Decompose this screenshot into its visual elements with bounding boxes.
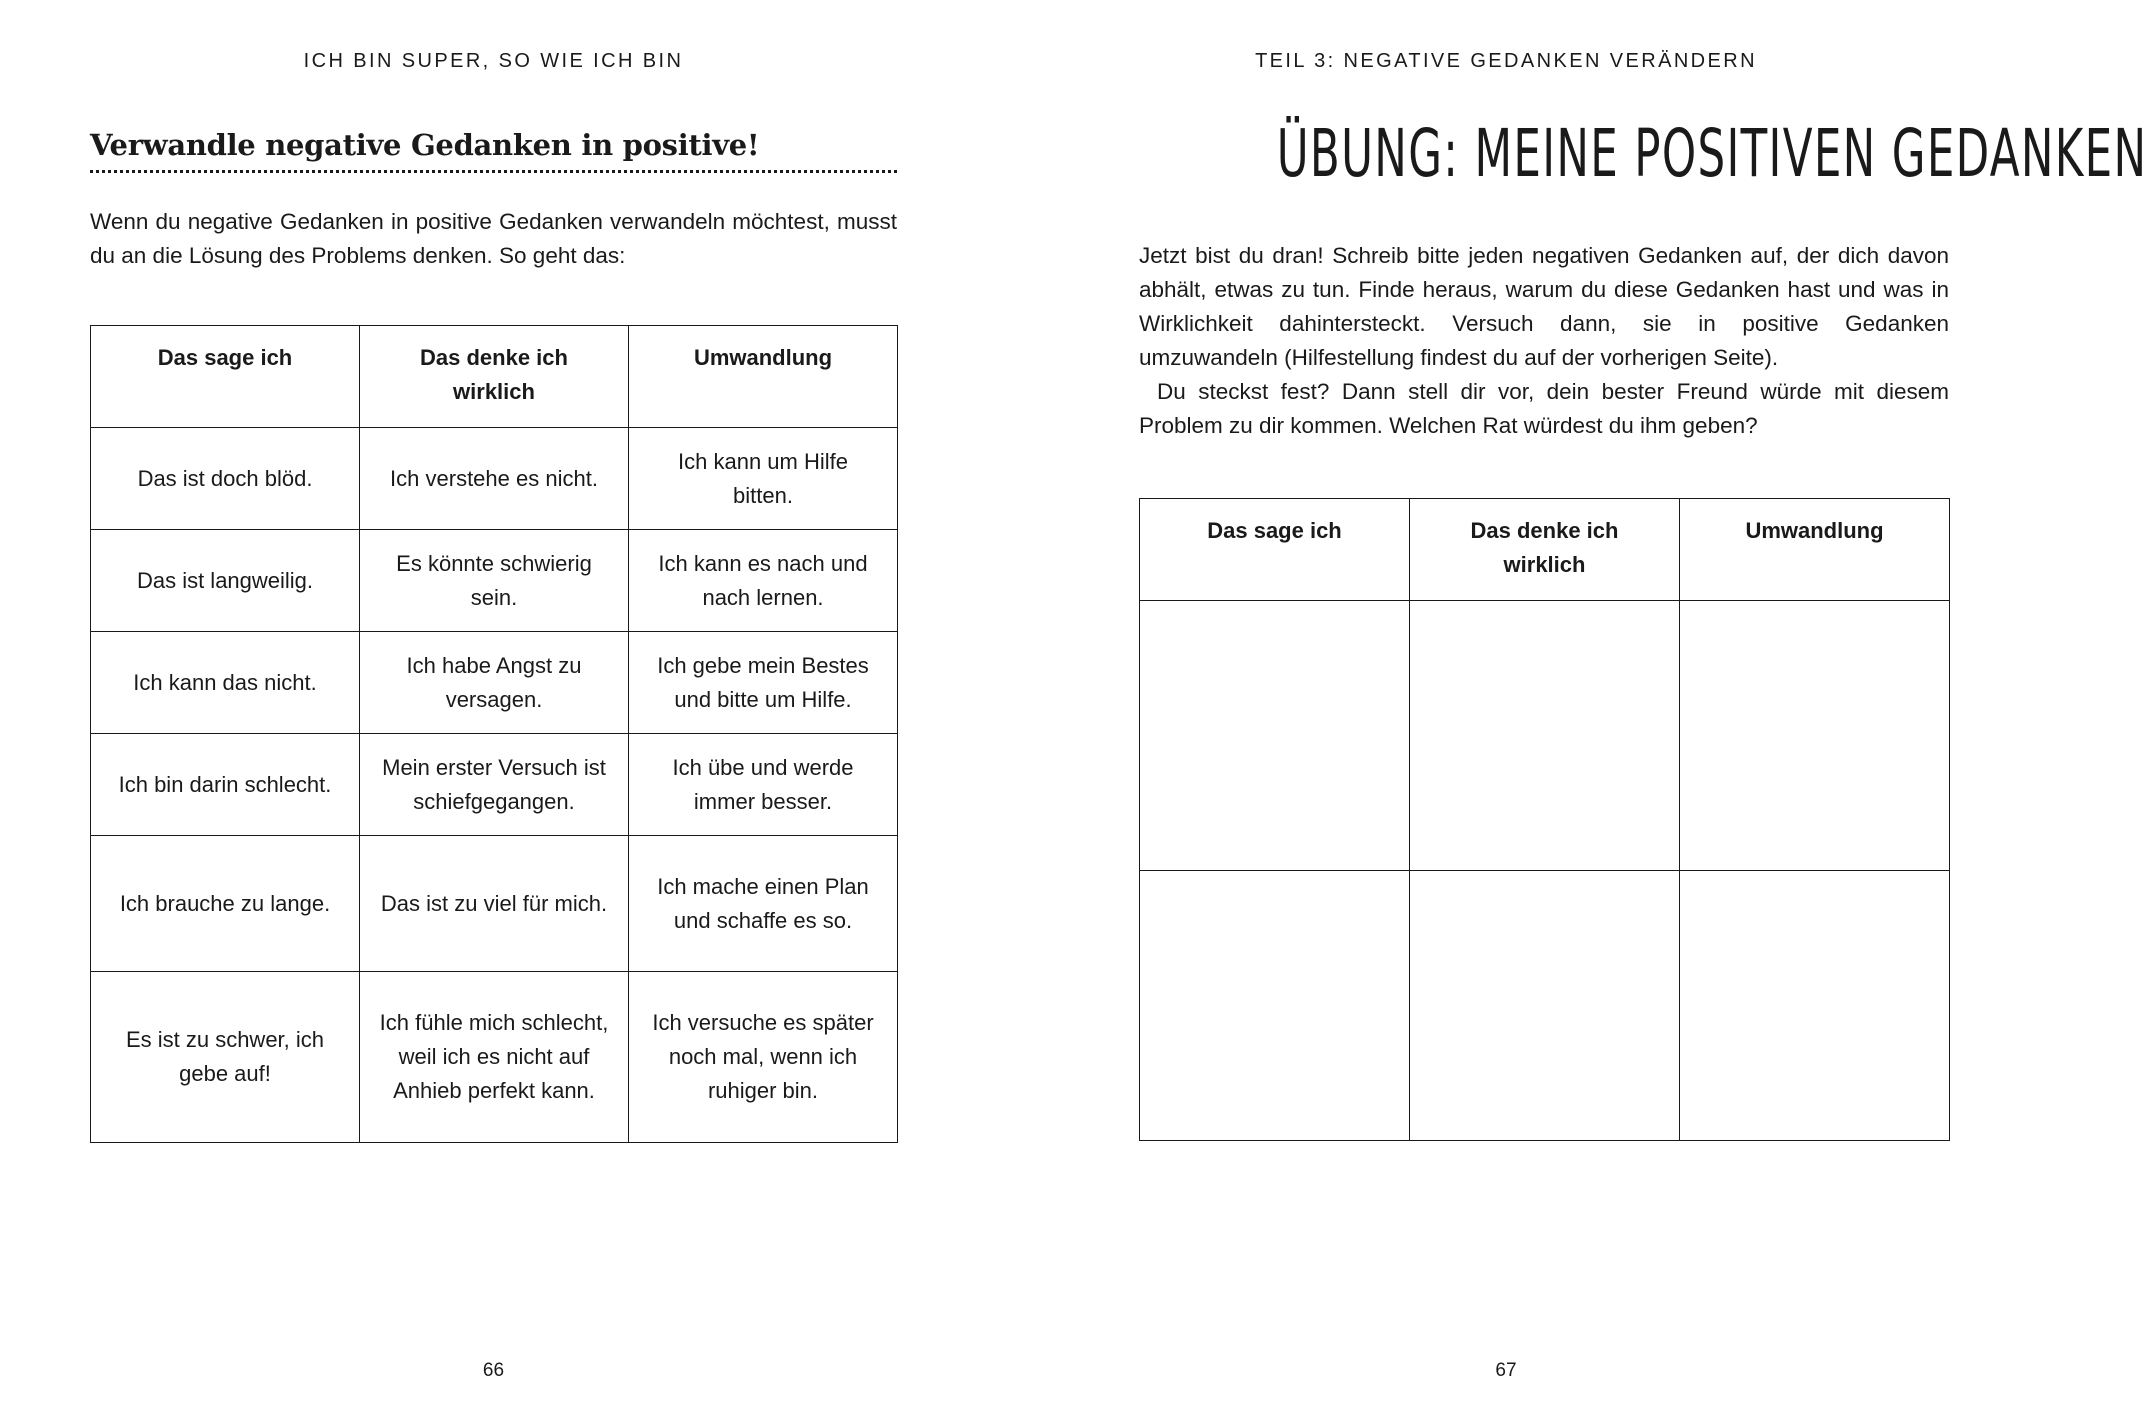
table-header-row — [91, 326, 898, 428]
empty-table-row — [1140, 871, 1950, 1141]
header-das-denke-ich-wirklich: Das denke ich wirklich — [360, 326, 629, 428]
empty-writing-cell[interactable] — [1140, 601, 1410, 871]
right-page — [1004, 0, 2147, 1417]
empty-writing-cell[interactable] — [1140, 871, 1410, 1141]
table-cell: Ich übe und werde immer besser. — [629, 734, 898, 836]
empty-writing-cell[interactable] — [1680, 871, 1950, 1141]
header-das-denke-ich-wirklich: Das denke ich wirklich — [1410, 499, 1680, 601]
table-cell: Mein erster Versuch ist schiefgegangen. — [360, 734, 629, 836]
table-cell: Das ist doch blöd. — [91, 428, 360, 530]
page-number-right: 67 — [1495, 1360, 1517, 1381]
empty-writing-cell[interactable] — [1410, 601, 1680, 871]
intro-paragraph: Wenn du negative Gedanken in positive Gedanken verwandeln möchtest, musst du an die Lösung des Problems denken. So geht das: — [90, 209, 897, 268]
table-cell: Ich verstehe es nicht. — [360, 428, 629, 530]
table-cell: Ich mache einen Plan und schaffe es so. — [629, 836, 898, 972]
exercise-table — [1139, 498, 1950, 1141]
table-row — [91, 972, 898, 1143]
table-cell: Das ist langweilig. — [91, 530, 360, 632]
header-umwandlung: Umwandlung — [1680, 499, 1950, 601]
page-number-left: 66 — [482, 1360, 505, 1381]
running-head-right: TEIL 3: NEGATIVE GEDANKEN VERÄNDERN — [1255, 50, 1757, 72]
table-cell: Ich kann das nicht. — [91, 632, 360, 734]
exercise-title: ÜBUNG: MEINE POSITIVEN GEDANKEN — [1276, 115, 2147, 192]
table-header-row — [1140, 499, 1950, 601]
empty-writing-cell[interactable] — [1680, 601, 1950, 871]
table-cell: Ich kann es nach und nach lernen. — [629, 530, 898, 632]
table-cell: Es könnte schwierig sein. — [360, 530, 629, 632]
table-row — [91, 530, 898, 632]
table-cell: Ich fühle mich schlecht, weil ich es nicht auf Anhieb perfekt kann. — [360, 972, 629, 1143]
instructions-paragraph-2: Du steckst fest? Dann stell dir vor, dein bester Freund würde mit diesem Problem zu dir kommen. Welchen Rat würdest du ihm geben? — [1139, 379, 1949, 438]
table-cell: Ich versuche es später noch mal, wenn ich ruhiger bin. — [629, 972, 898, 1143]
empty-writing-cell[interactable] — [1410, 871, 1680, 1141]
section-heading: Verwandle negative Gedanken in positive! — [90, 128, 760, 162]
dotted-divider — [90, 170, 897, 173]
running-head-left: ICH BIN SUPER, SO WIE ICH BIN — [303, 50, 684, 72]
table-cell: Es ist zu schwer, ich gebe auf! — [91, 972, 360, 1143]
table-cell: Ich bin darin schlecht. — [91, 734, 360, 836]
instructions-paragraph-1: Jetzt bist du dran! Schreib bitte jeden negativen Gedanken auf, der dich davon abhält, etwas zu tun. Finde heraus, warum du diese Gedanken hast und was in Wirklichkeit dahintersteckt. Versuch dann, sie in positive Gedanken umzuwandeln (Hilfestellung findest du auf der vorherigen Seite). — [1139, 243, 1949, 370]
table-cell: Ich brauche zu lange. — [91, 836, 360, 972]
table-row — [91, 734, 898, 836]
empty-table-row — [1140, 601, 1950, 871]
example-table — [90, 325, 898, 1143]
header-das-sage-ich: Das sage ich — [91, 326, 360, 428]
table-row — [91, 428, 898, 530]
table-row — [91, 836, 898, 972]
table-cell: Ich habe Angst zu versagen. — [360, 632, 629, 734]
table-cell: Ich kann um Hilfe bitten. — [629, 428, 898, 530]
instructions — [1139, 239, 1949, 443]
table-row — [91, 632, 898, 734]
left-page — [0, 0, 1004, 1417]
table-cell: Das ist zu viel für mich. — [360, 836, 629, 972]
table-cell: Ich gebe mein Bestes und bitte um Hilfe. — [629, 632, 898, 734]
header-umwandlung: Umwandlung — [629, 326, 898, 428]
header-das-sage-ich: Das sage ich — [1140, 499, 1410, 601]
